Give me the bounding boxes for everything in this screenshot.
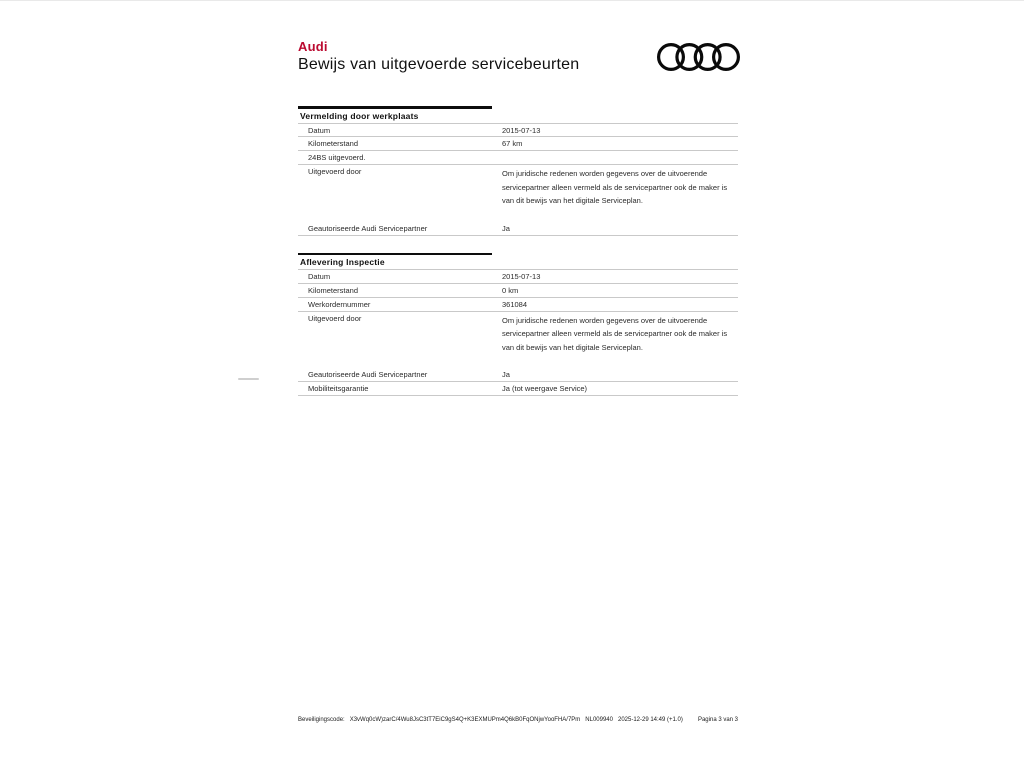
table-row bbox=[298, 284, 738, 298]
section-title: Aflevering Inspectie bbox=[298, 255, 738, 270]
row-value: Ja (tot weergave Service) bbox=[502, 384, 588, 393]
row-label: 24BS uitgevoerd. bbox=[308, 153, 366, 163]
row-value: 361084 bbox=[502, 299, 528, 309]
row-label: Datum bbox=[308, 272, 331, 281]
service-sections bbox=[298, 106, 738, 413]
fold-mark bbox=[238, 378, 259, 380]
row-label: Uitgevoerd door bbox=[308, 167, 362, 177]
row-value: Om juridische redenen worden gegevens over de uitvoerende servicepartner alleen vermeld als de servicepartner ook de maker is van dit bewijs van het digitale Serviceplan. bbox=[502, 169, 728, 206]
security-code-value: X3vWq0cW)zarC/4Wu8JsC3tT7EiC9gS4Q+K3EXMUPm4Q6kB0FqONjwYooFHA/7Pm bbox=[349, 717, 581, 723]
table-row bbox=[298, 137, 738, 151]
document-number: NL009940 bbox=[585, 717, 613, 723]
row-value: 2015-07-13 bbox=[502, 272, 541, 281]
row-label: Geautoriseerde Audi Servicepartner bbox=[308, 223, 428, 233]
service-section bbox=[298, 106, 738, 236]
table-row bbox=[298, 368, 738, 382]
row-label: Datum bbox=[308, 125, 331, 135]
row-label: Geautoriseerde Audi Servicepartner bbox=[308, 370, 428, 380]
table-row bbox=[298, 298, 738, 312]
table-row bbox=[298, 151, 738, 165]
row-value: Ja bbox=[502, 370, 510, 380]
row-label: Kilometerstand bbox=[308, 139, 359, 149]
document-footer bbox=[298, 717, 738, 723]
service-section bbox=[298, 253, 738, 396]
row-value bbox=[502, 153, 738, 162]
audi-rings-logo bbox=[657, 43, 740, 71]
security-code-label: Beveiligingscode: bbox=[298, 717, 345, 723]
page-indicator: Pagina 3 van 3 bbox=[697, 717, 738, 723]
row-label: Kilometerstand bbox=[308, 285, 359, 295]
row-label: Werkordernummer bbox=[308, 299, 371, 309]
table-row bbox=[298, 222, 738, 236]
page-title: Bewijs van uitgevoerde servicebeurten bbox=[298, 56, 580, 73]
footer-timestamp: 2025-12-29 14:49 (+1.0) bbox=[617, 717, 683, 723]
row-value: Ja bbox=[502, 223, 510, 233]
row-value: 67 km bbox=[502, 139, 523, 149]
row-value: Om juridische redenen worden gegevens over de uitvoerende servicepartner alleen vermeld als de servicepartner ook de maker is van dit bewijs van het digitale Serviceplan. bbox=[502, 315, 728, 352]
section-title: Vermelding door werkplaats bbox=[298, 109, 738, 124]
row-label: Mobiliteitsgarantie bbox=[308, 384, 369, 393]
row-label: Uitgevoerd door bbox=[308, 313, 362, 323]
table-row bbox=[298, 382, 738, 396]
footer-left bbox=[298, 717, 683, 723]
brand-name: Audi bbox=[298, 39, 328, 54]
row-value: 2015-07-13 bbox=[502, 125, 541, 135]
document-header bbox=[298, 39, 579, 74]
table-row bbox=[298, 165, 738, 222]
table-row bbox=[298, 270, 738, 284]
row-value: 0 km bbox=[502, 285, 519, 295]
table-row bbox=[298, 124, 738, 138]
table-row bbox=[298, 312, 738, 369]
